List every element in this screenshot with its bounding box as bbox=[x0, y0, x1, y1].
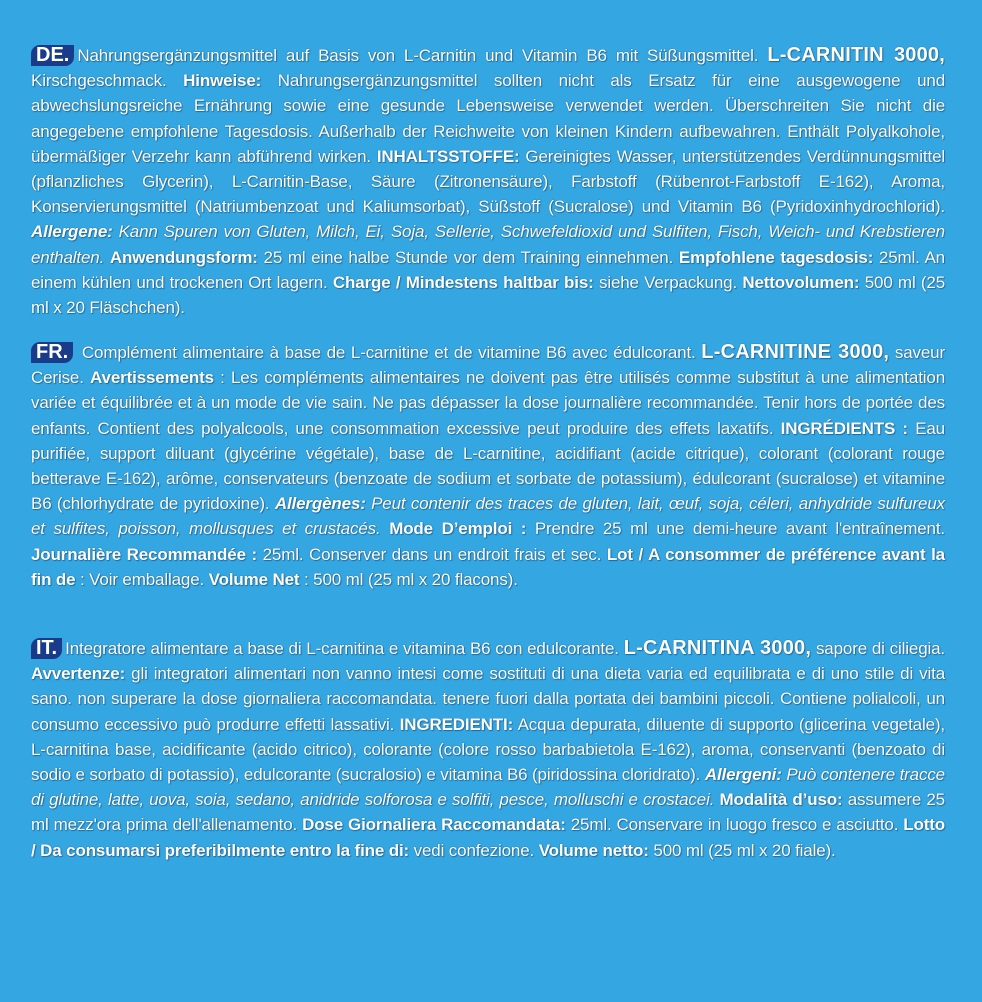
text-run: Può contenere tracce di glutine, latte, uova, soia, sedano, anidride solforosa e solfiti, pesce, molluschi e crostacei. bbox=[31, 765, 945, 810]
text-run: gli integratori alimentari non vanno intesi come sostituti di una dieta varia ed equilibrata e di uno stile di vita sano. non superare la dose giornaliera raccomandata. tenere fuori dalla portata dei bambini piccoli. Contiene polialcoli, un consumo eccessivo può produrre effetti lassativi. bbox=[31, 664, 945, 734]
text-run: 500 ml (25 ml x 20 Fläschchen). bbox=[31, 272, 945, 318]
section-french bbox=[31, 340, 945, 592]
text-run: Nahrungsergänzungsmittel sollten nicht als Ersatz für eine ausgewogene und abwechslungsreiche Ernährung sowie eine gesunde Lebensweise verwendet werden. Überschreiten Sie nicht die angegebene empfohlene Tagesdosis. Außerhalb der Reichweite von kleinen Kindern aufbewahren. Enthält Polyalkohole, übermäßiger Verzehr kann abführend wirken. bbox=[31, 71, 945, 166]
text-heading: Empfohlene tagesdosis: bbox=[678, 247, 874, 267]
text-heading: Charge / Mindestens haltbar bis: bbox=[332, 272, 594, 292]
section-german bbox=[31, 43, 945, 320]
section-body-de bbox=[31, 46, 945, 317]
text-run: Integratore alimentare a base di L-carnitina e vitamina B6 con edulcorante. bbox=[65, 639, 624, 658]
text-run: 25ml. Conservare in luogo fresco e asciutto. bbox=[565, 815, 904, 835]
text-heading: Allergènes: bbox=[274, 494, 366, 514]
text-run: 25 ml eine halbe Stunde vor dem Training einnehmen. bbox=[257, 247, 679, 267]
text-heading: INGREDIENTI: bbox=[399, 714, 514, 734]
text-heading: INHALTSSTOFFE: bbox=[376, 146, 520, 166]
text-heading: Allergeni: bbox=[704, 765, 782, 785]
section-body-fr bbox=[31, 343, 945, 589]
text-heading: Journalière Recommandée : bbox=[31, 544, 257, 564]
text-heading: Allergene: bbox=[31, 222, 113, 242]
text-run: vedi confezione. bbox=[409, 840, 539, 860]
text-run: : Les compléments alimentaires ne doivent pas être utilisés comme substitut à une alimentation variée et équilibrée et à un mode de vie sain. Ne pas dépasser la dose journalière recommandée. Tenir hors de portée des enfants. Contient des polyalcools, une consommation excessive peut produire des effets laxatifs. bbox=[31, 368, 945, 438]
text-heading: INGRÉDIENTS : bbox=[780, 418, 908, 438]
product-name: L-CARNITINA 3000, bbox=[623, 637, 812, 659]
text-run: assumere 25 ml mezz'ora prima dell'allenamento. bbox=[31, 790, 945, 835]
text-run: Gereinigtes Wasser, unterstützendes Verdünnungsmittel (pflanzliches Glycerin), L-Carnitin-Base, Säure (Zitronensäure), Farbstoff (Rübenrot-Farbstoff E-162), Aroma, Konservierungsmittel (Natriumbenzoat und Kaliumsorbat), Süßstoff (Sucralose) und Vitamin B6 (Pyridoxinhydrochlorid). bbox=[31, 146, 945, 217]
text-run: Eau purifiée, support diluant (glycérine végétale), base de L-carnitine, acidifiant (acide citrique), colorant (colorant rouge betterave E-162), arôme, conservateurs (benzoate de sodium et sorbate de potassium), édulcorant (sucralose) et vitamine B6 (chlorhydrate de pyridoxine). bbox=[31, 418, 945, 514]
text-heading: Volume netto: bbox=[538, 840, 649, 860]
language-badge-de: DE. bbox=[31, 45, 74, 66]
text-heading: Nettovolumen: bbox=[742, 272, 860, 292]
text-run: Kann Spuren von Gluten, Milch, Ei, Soja, Sellerie, Schwefeldioxid und Sulfiten, Fisch, Weich- und Krebstieren enthalten. bbox=[31, 222, 945, 267]
language-badge-fr: FR. bbox=[31, 342, 73, 363]
text-heading: Modalità d’uso: bbox=[719, 790, 843, 810]
text-heading: Hinweise: bbox=[183, 71, 262, 91]
text-run: Kirschgeschmack. bbox=[31, 71, 184, 91]
text-run: : 500 ml (25 ml x 20 flacons). bbox=[299, 569, 518, 589]
section-body-it bbox=[31, 639, 945, 860]
text-run bbox=[381, 519, 390, 538]
section-italian bbox=[31, 636, 945, 863]
text-heading: Avvertenze: bbox=[31, 664, 126, 684]
text-run: sapore di ciliegia. bbox=[811, 639, 945, 658]
text-heading: Anwendungsform: bbox=[109, 247, 258, 267]
text-run: 25ml. Conserver dans un endroit frais et sec. bbox=[257, 544, 607, 564]
text-heading: Lot / A consommer de préférence avant la fin de bbox=[31, 544, 945, 589]
text-run: 25ml. An einem kühlen und trockenen Ort lagern. bbox=[31, 247, 945, 292]
text-heading: Lotto / Da consumarsi preferibilmente entro la fine di: bbox=[31, 815, 945, 860]
product-name: L-CARNITINE 3000, bbox=[701, 341, 890, 363]
text-run: 500 ml (25 ml x 20 fiale). bbox=[648, 840, 836, 860]
text-run: : Voir emballage. bbox=[75, 569, 209, 589]
text-run: saveur Cerise. bbox=[31, 343, 946, 388]
product-name: L-CARNITIN 3000, bbox=[767, 44, 946, 66]
text-run: Peut contenir des traces de gluten, lait, œuf, soja, céleri, anhydride sulfureux et sulfites, poisson, mollusques et crustacés. bbox=[31, 494, 945, 539]
text-run: Complément alimentaire à base de L-carnitine et de vitamine B6 avec édulcorant. bbox=[76, 343, 702, 362]
text-heading: Mode D’emploi : bbox=[389, 519, 527, 539]
language-badge-it: IT. bbox=[31, 638, 62, 659]
text-run: Acqua depurata, diluente di supporto (glicerina vegetale), L-carnitina base, acidificante (acido citrico), colorante (colore rosso barbabietola E-162), aroma, conservanti (benzoato di sodio e sorbato di potassio), edulcorante (sucralosio) e vitamina B6 (piridossina cloridrato). bbox=[31, 714, 945, 785]
text-heading: Avertissements bbox=[90, 368, 214, 388]
text-heading: Volume Net bbox=[208, 569, 300, 589]
text-run: Nahrungsergänzungsmittel auf Basis von L-Carnitin und Vitamin B6 mit Süßungsmittel. bbox=[77, 46, 768, 65]
text-run: siehe Verpackung. bbox=[593, 272, 743, 292]
text-run: Prendre 25 ml une demi-heure avant l'entraînement. bbox=[526, 519, 946, 539]
text-heading: Dose Giornaliera Raccomandata: bbox=[302, 815, 566, 835]
